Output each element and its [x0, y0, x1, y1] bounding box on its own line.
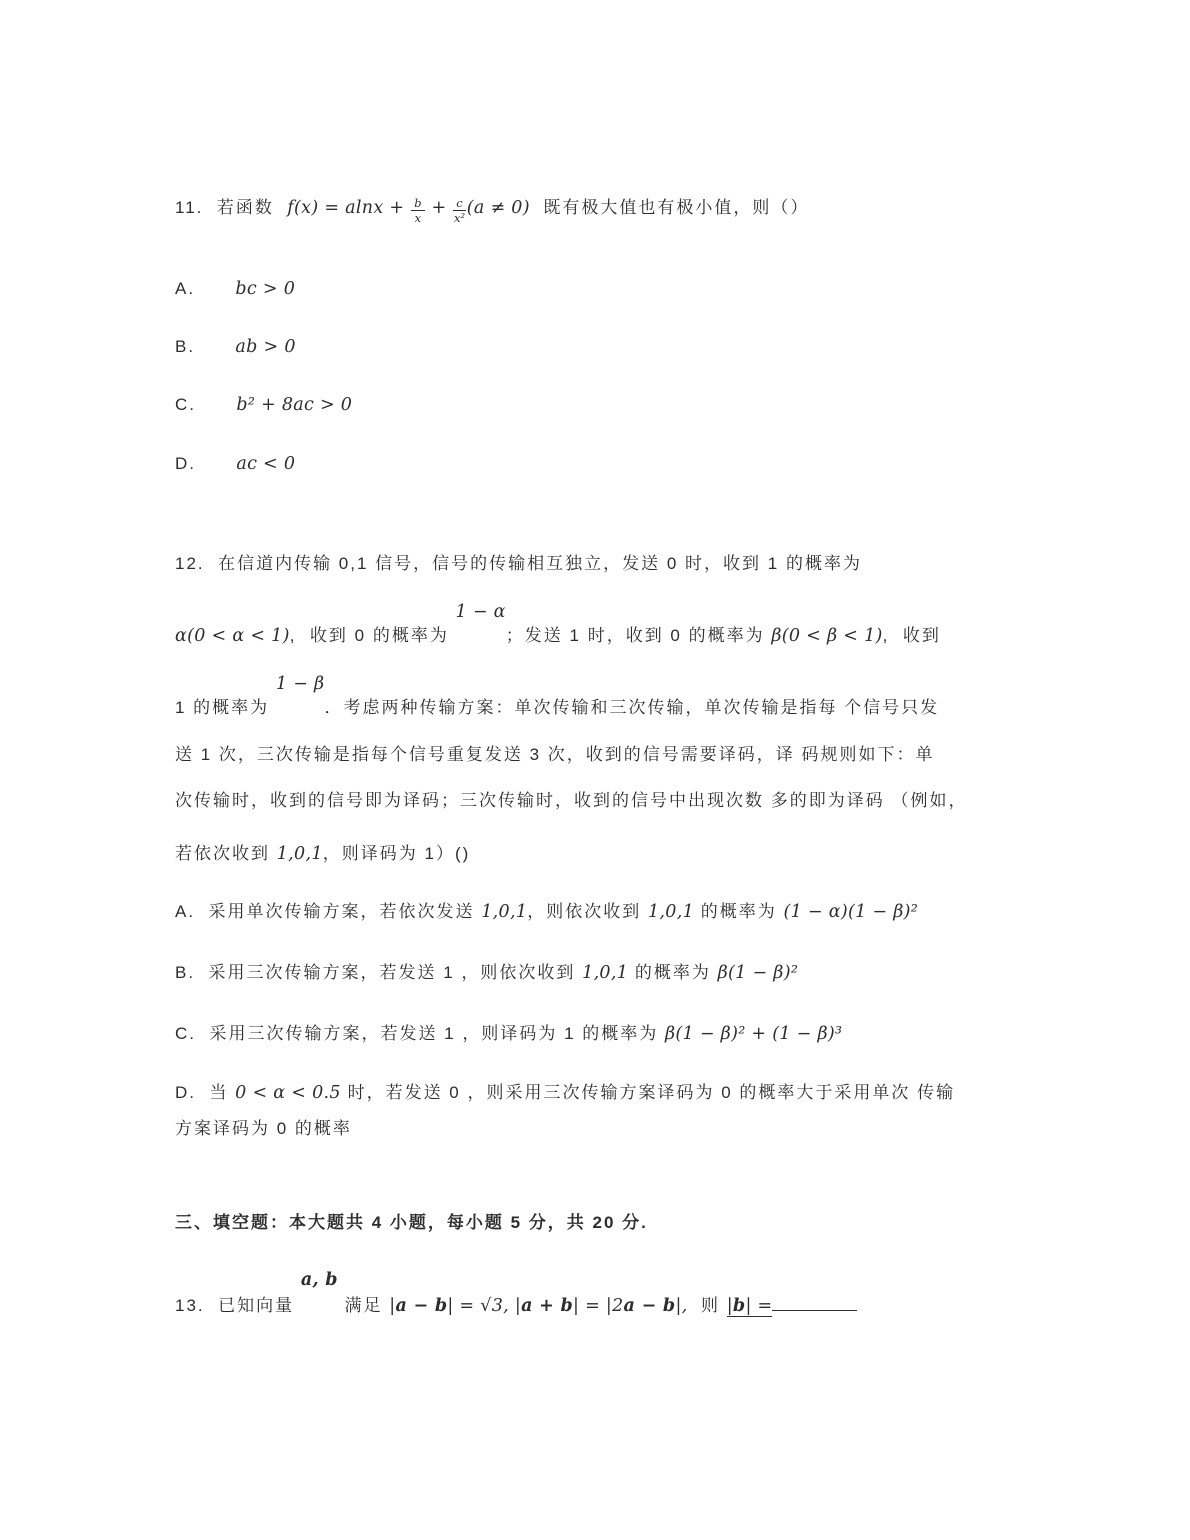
question-12-line-6: 若依次收到 1,0,1，则译码为 1）() [175, 844, 471, 865]
section-3-title: 三、填空题：本大题共 4 小题，每小题 5 分，共 20 分. [175, 1213, 648, 1233]
question-11-option-b: B. ab > 0 [175, 337, 296, 358]
question-12-line-5: 次传输时，收到的信号即为译码；三次传输时，收到的信号中出现次数 多的即为译码 （例如， [175, 791, 968, 811]
question-12-line-3: 1 的概率为 1 − β．考虑两种传输方案：单次传输和三次传输，单次传输是指每 个信号只发 [175, 674, 940, 718]
section-3-header [175, 1210, 1025, 1236]
question-12-option-a: A. 采用单次传输方案，若依次发送 1,0,1，则依次收到 1,0,1 的概率为 (1 − α)(1 − β)² [175, 902, 919, 923]
question-12-option-b: B. 采用三次传输方案，若发送 1 ，则依次收到 1,0,1 的概率为 β(1 − β)² [175, 963, 799, 984]
question-11-option-d: D. ac < 0 [175, 454, 296, 475]
question-13 [175, 1269, 1025, 1319]
question-12-line-4: 送 1 次，三次传输是指每个信号重复发送 3 次，收到的信号需要译码，译 码规则如下：单 [175, 745, 935, 765]
question-13-stem: 13. 已知向量 a, b 满足 |a − b| = √3, |a + b| = |2a − b|, 则 |b| = [175, 1292, 1025, 1319]
question-11-option-c: C. b² + 8ac > 0 [175, 395, 353, 416]
question-12-line-1: 12. 在信道内传输 0,1 信号，信号的传输相互独立，发送 0 时，收到 1 的概率为 [175, 554, 862, 574]
question-12 [175, 551, 1025, 1142]
question-12-line-2: α(0 < α < 1), 收到 0 的概率为 1 − α；发送 1 时，收到 0 的概率为 β(0 < β < 1), 收到 [175, 602, 941, 647]
question-12-option-d-continued: 方案译码为 0 的概率 [175, 1119, 352, 1139]
question-11 [175, 195, 1025, 477]
question-11-option-a: A. bc > 0 [175, 279, 296, 300]
question-12-option-c: C. 采用三次传输方案，若发送 1 ，则译码为 1 的概率为 β(1 − β)² + (1 − β)³ [175, 1024, 843, 1045]
question-12-option-d: D. 当 0 < α < 0.5 时，若发送 0 ，则采用三次传输方案译码为 0 的概率大于采用单次 传输 [175, 1083, 956, 1104]
question-11-stem: 11. 若函数 f(x) = alnx + $\frac{b}{x}$ + $\frac{c}{\text{x²}}$ (a ≠ 0) 既有极大值也有极小值，则（） [175, 195, 810, 225]
